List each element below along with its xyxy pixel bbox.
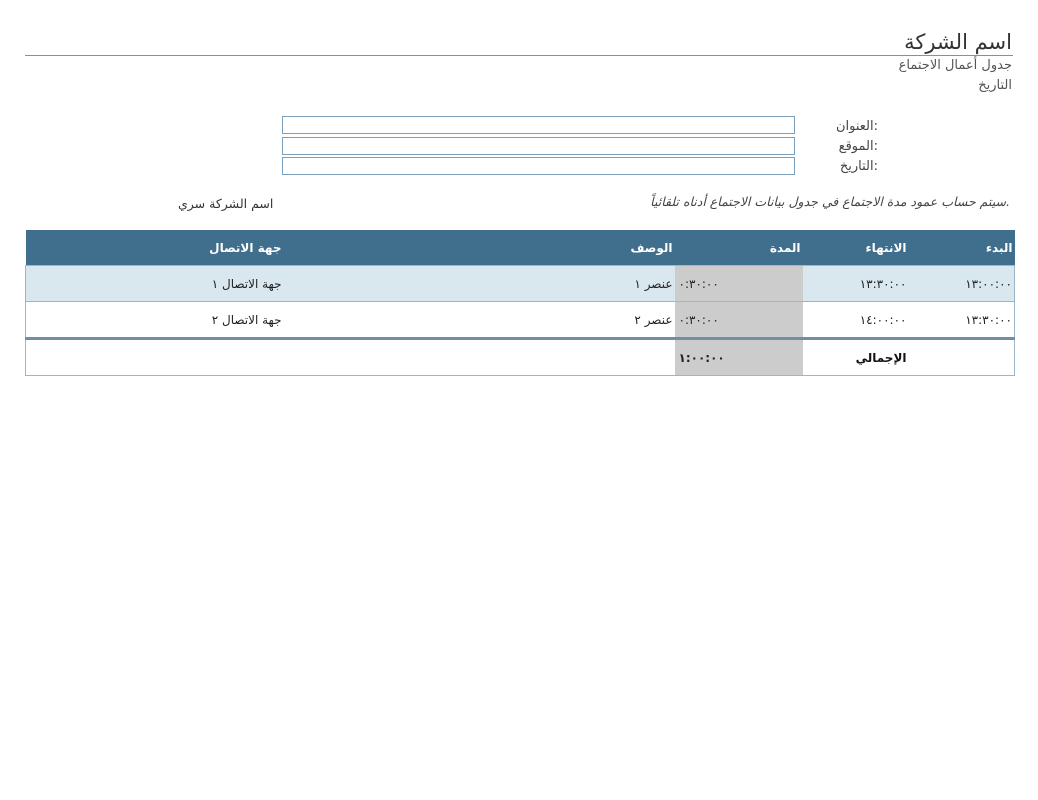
confidential-label: اسم الشركة سري: [178, 196, 274, 211]
agenda-table: [25, 230, 1015, 376]
date-field-label: التاريخ:: [839, 159, 878, 174]
header-end[interactable]: الانتهاء: [803, 230, 909, 266]
duration-cell: ٠:٣٠:٠٠: [675, 302, 803, 339]
end-cell[interactable]: ١٣:٣٠:٠٠: [803, 266, 909, 302]
company-name-title: اسم الشركة: [904, 30, 1012, 54]
total-label: الإجمالي: [803, 339, 909, 376]
end-cell[interactable]: ١٤:٠٠:٠٠: [803, 302, 909, 339]
total-row: [26, 339, 1015, 376]
table-row: [26, 266, 1015, 302]
description-cell[interactable]: عنصر ٢: [284, 302, 675, 339]
start-cell[interactable]: ١٣:٠٠:٠٠: [909, 266, 1015, 302]
table-header-row: [26, 230, 1015, 266]
total-empty-cell: [909, 339, 1015, 376]
date-heading: التاريخ: [978, 78, 1012, 93]
auto-calc-note: سيتم حساب عمود مدة الاجتماع في جدول بيانات الاجتماع أدناه تلقائياً.: [650, 194, 1010, 209]
date-field[interactable]: [282, 157, 795, 175]
header-duration[interactable]: المدة: [675, 230, 803, 266]
header-description[interactable]: الوصف: [284, 230, 675, 266]
total-empty-cell: [284, 339, 675, 376]
duration-cell: ٠:٣٠:٠٠: [675, 266, 803, 302]
location-field[interactable]: [282, 137, 795, 155]
description-cell[interactable]: عنصر ١: [284, 266, 675, 302]
title-field-label: العنوان:: [835, 119, 878, 134]
title-field[interactable]: [282, 116, 795, 134]
table-row: [26, 302, 1015, 339]
total-empty-cell: [26, 339, 284, 376]
header-start[interactable]: البدء: [909, 230, 1015, 266]
contact-cell[interactable]: جهة الاتصال ١: [26, 266, 284, 302]
contact-cell[interactable]: جهة الاتصال ٢: [26, 302, 284, 339]
title-divider: [25, 55, 1013, 56]
agenda-subtitle: جدول أعمال الاجتماع: [898, 58, 1012, 73]
start-cell[interactable]: ١٣:٣٠:٠٠: [909, 302, 1015, 339]
header-contact[interactable]: جهة الاتصال: [26, 230, 284, 266]
total-duration-cell: ١:٠٠:٠٠: [675, 339, 803, 376]
location-field-label: الموقع:: [838, 139, 878, 154]
